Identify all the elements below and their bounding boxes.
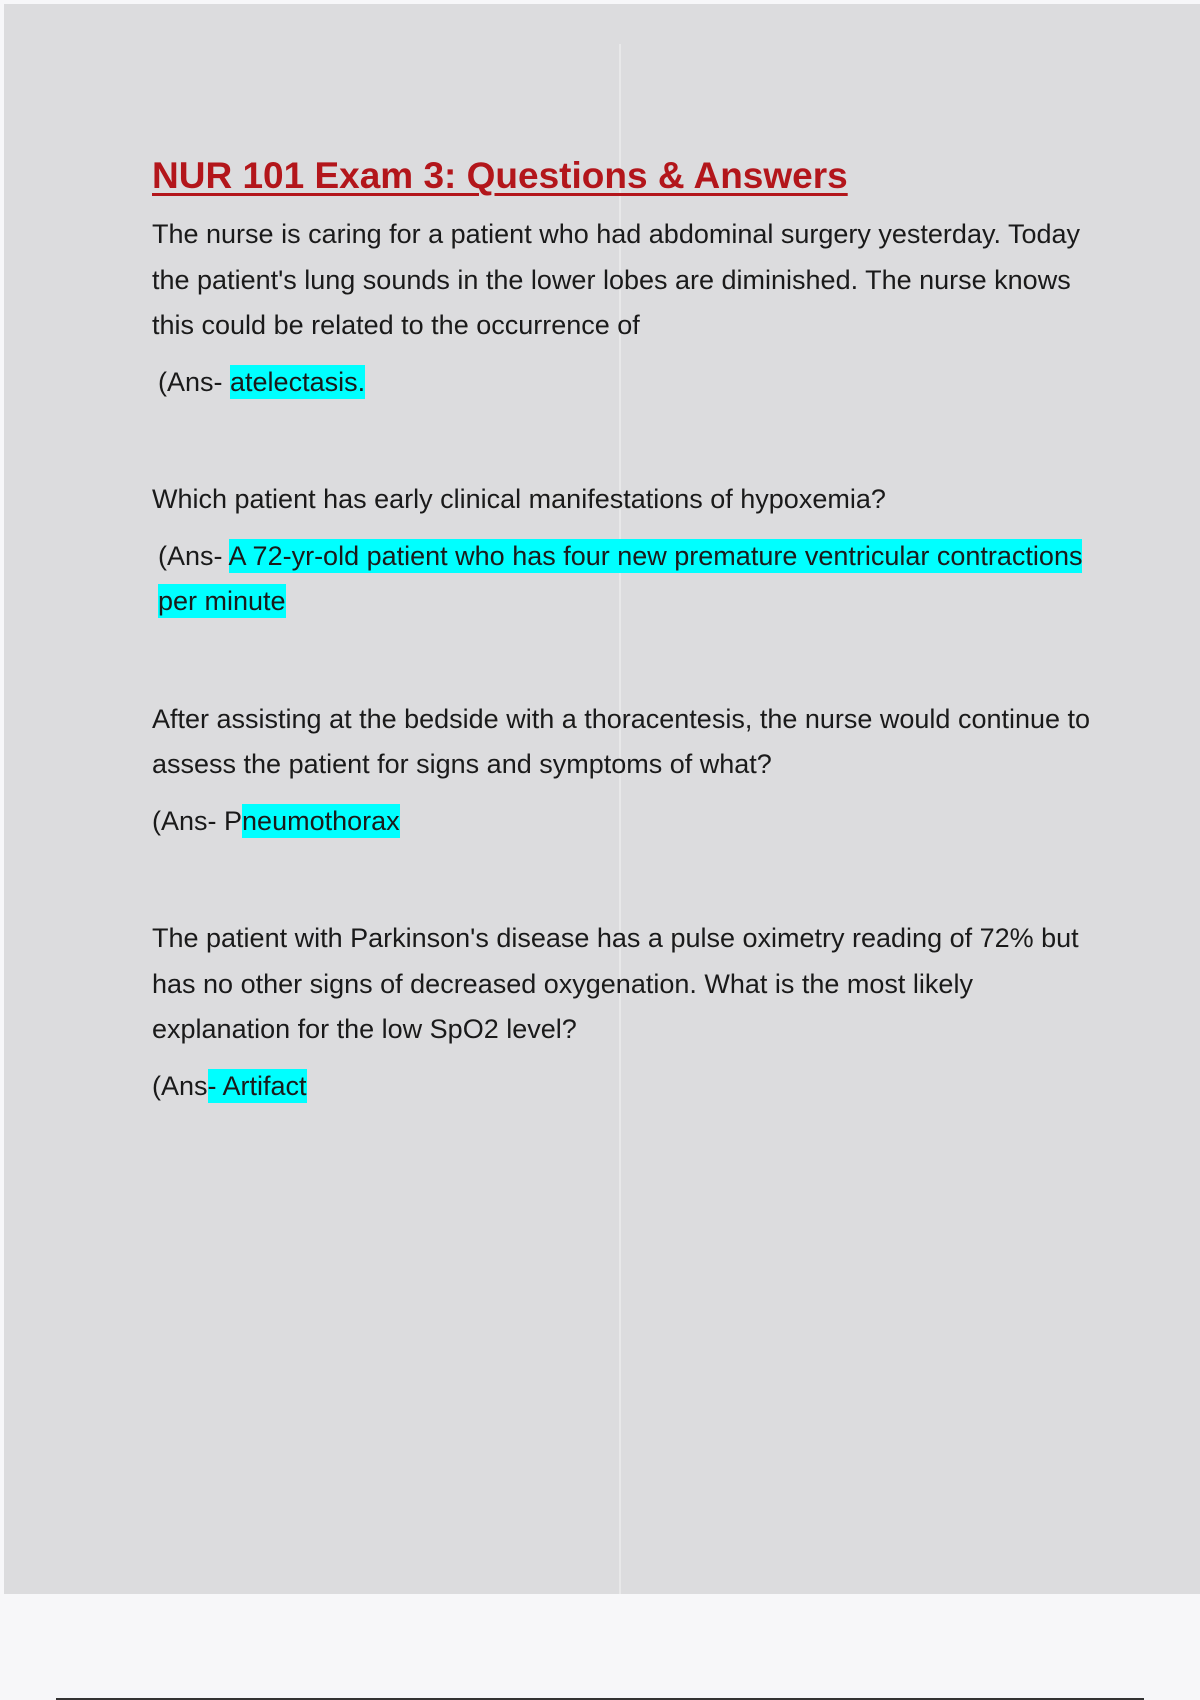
question-text: Which patient has early clinical manifestations of hypoxemia?	[152, 484, 886, 515]
question-text: The nurse is caring for a patient who had abdominal surgery yesterday. Today the patient's lung sounds in the lower lobes are diminished. The nurse knows this could be related to the occurrence of	[152, 219, 1081, 341]
answer-prefix: (Ans- P	[152, 805, 243, 836]
answer-highlight: atelectasis.	[230, 366, 366, 397]
answer-highlight: neumothorax	[242, 805, 400, 836]
answer-line	[152, 799, 1092, 845]
qa-item-1	[152, 212, 1092, 405]
answer-line	[152, 534, 1092, 625]
qa-item-4	[152, 916, 1092, 1109]
answer-highlight: A 72-yr-old patient who has four new premature ventricular contractions per minute	[158, 540, 1083, 617]
answer-line	[152, 1064, 1092, 1110]
document-page	[4, 4, 1200, 1594]
qa-item-2	[152, 477, 1092, 625]
answer-prefix: (Ans-	[158, 540, 229, 571]
question-text: The patient with Parkinson's disease has a pulse oximetry reading of 72% but has no other signs of decreased oxygenation. What is the most likely explanation for the low SpO2 level?	[152, 923, 1079, 1045]
answer-line	[152, 360, 1092, 406]
document-content	[152, 152, 1092, 1181]
document-title: NUR 101 Exam 3: Questions & Answers	[152, 155, 848, 196]
qa-item-3	[152, 697, 1092, 845]
answer-highlight: - Artifact	[207, 1070, 307, 1101]
question-text: After assisting at the bedside with a thoracentesis, the nurse would continue to assess the patient for signs and symptoms of what?	[152, 703, 1091, 780]
answer-prefix: (Ans	[152, 1070, 208, 1101]
answer-prefix: (Ans-	[158, 366, 231, 397]
